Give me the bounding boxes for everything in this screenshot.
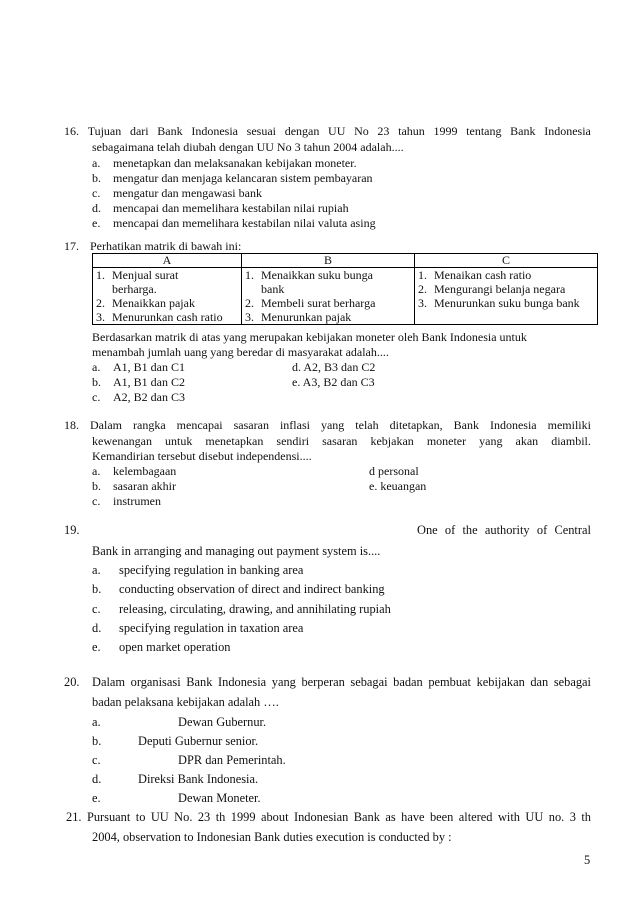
option-letter: e. [92, 791, 101, 805]
q17-stem [64, 239, 241, 253]
q16-option-b [92, 171, 373, 185]
option-text: releasing, circulating, drawing, and annihilating rupiah [119, 602, 391, 616]
q16-w2: Bank [157, 124, 183, 138]
q19-option-a [92, 563, 303, 577]
q18-option-e: e. keuangan [369, 479, 427, 493]
q18-number: 18. [64, 418, 79, 432]
option-text: A1, B1 dan C2 [113, 375, 185, 389]
page-number: 5 [584, 853, 591, 867]
option-text: open market operation [119, 640, 231, 654]
matrix-item: 2. Membeli surat berharga [245, 296, 376, 310]
matrix-header-a: A [93, 254, 242, 268]
q18-option-b [92, 479, 176, 493]
matrix-item: 1. Menjual surat [96, 268, 179, 282]
matrix-item: 3. Menurunkan suku bunga bank [418, 296, 580, 310]
q18-option-d: d personal [369, 464, 419, 478]
option-text: A1, B1 dan C1 [113, 360, 185, 374]
option-text: Dewan Gubernur. [178, 715, 267, 729]
q18-stem-line2: kewenangan untuk menetapkan sendiri sasaran kebjakan moneter yang akan diambil. [92, 434, 591, 448]
q16-w1: dari [129, 124, 149, 138]
q19-stem-line2: Bank in arranging and managing out payment system is.... [92, 544, 381, 558]
q20-option-b [92, 734, 258, 748]
q18-option-c [92, 494, 161, 508]
matrix-header-row [93, 254, 598, 268]
q21-stem-line1: 21. Pursuant to UU No. 23 th 1999 about Indonesian Bank as have been altered with UU no. 3 th [66, 810, 591, 824]
option-letter: d. [92, 772, 102, 786]
q19-option-d [92, 621, 303, 635]
q19-option-e [92, 640, 230, 654]
option-text: specifying regulation in taxation area [119, 621, 304, 635]
matrix-item: bank [261, 282, 285, 296]
q20-option-a [92, 715, 266, 729]
policy-matrix-table [92, 253, 598, 325]
q20-stem-line2: badan pelaksana kebijakan adalah …. [92, 695, 279, 709]
option-letter: a. [92, 464, 101, 478]
option-text: specifying regulation in banking area [119, 563, 304, 577]
matrix-item: berharga. [112, 282, 157, 296]
q16-w7: No [354, 124, 369, 138]
matrix-item: 3. Menurunkan pajak [245, 310, 352, 324]
matrix-cell-b [242, 268, 415, 325]
option-text: Dewan Moneter. [178, 791, 261, 805]
q21-stem-line2: 2004, observation to Indonesian Bank duties execution is conducted by : [92, 830, 452, 844]
q16-w10: 1999 [433, 124, 458, 138]
option-text: menetapkan dan melaksanakan kebijakan moneter. [113, 156, 357, 170]
option-letter: b. [92, 734, 102, 748]
q20-stem-line1: Dalam organisasi Bank Indonesia yang berperan sebagai badan pembuat kebijakan dan sebagai [92, 675, 591, 689]
option-letter: e. [92, 216, 101, 230]
q18-stem-line3: Kemandirian tersebut disebut independensi.... [92, 449, 312, 463]
q16-w0: Tujuan [87, 124, 122, 138]
q20-option-c [92, 753, 286, 767]
q20-option-d [92, 772, 258, 786]
matrix-item: 2. Mengurangi belanja negara [418, 282, 566, 296]
q16-option-c [92, 186, 262, 200]
option-text: instrumen [113, 494, 161, 508]
q16-w13: Indonesia [544, 124, 591, 138]
q21-number: 21. [66, 810, 82, 824]
matrix-header-b: B [242, 254, 415, 268]
q17-number: 17. [64, 239, 79, 253]
option-letter: b. [92, 479, 101, 493]
q19-number: 19. [64, 523, 80, 537]
option-text: DPR dan Pemerintah. [178, 753, 286, 767]
matrix-body-row [93, 268, 598, 325]
q17-followup-line2: menambah jumlah uang yang beredar di masyarakat adalah.... [92, 345, 389, 359]
q16-w6: UU [328, 124, 346, 138]
option-letter: e. [92, 640, 101, 654]
option-letter: c. [92, 753, 101, 767]
matrix-item: 1. Menaikan cash ratio [418, 268, 532, 282]
q16-option-a [92, 156, 357, 170]
q18-stem-line1: 18. Dalam rangka mencapai sasaran inflasi yang telah ditetapkan, Bank Indonesia memiliki [64, 418, 591, 432]
q17-option-e: e. A3, B2 dan C3 [292, 375, 375, 389]
option-text: mengatur dan menjaga kelancaran sistem pembayaran [113, 171, 373, 185]
option-text: mengatur dan mengawasi bank [113, 186, 262, 200]
option-letter: c. [92, 602, 101, 616]
matrix-item: 1. Menaikkan suku bunga [245, 268, 373, 282]
option-text: conducting observation of direct and indirect banking [119, 582, 385, 596]
q17-option-c [92, 390, 185, 404]
option-text: kelembagaan [113, 464, 177, 478]
q16-w5: dengan [284, 124, 320, 138]
q19-stem-line1: One of the authority of Central [417, 523, 591, 537]
option-letter: a. [92, 715, 101, 729]
matrix-header-c: C [415, 254, 598, 268]
q16-option-d [92, 201, 349, 215]
option-letter: c. [92, 494, 101, 508]
q17-option-b [92, 375, 185, 389]
q16-w4: sesuai [246, 124, 276, 138]
option-letter: c. [92, 390, 101, 404]
option-letter: a. [92, 360, 101, 374]
q17-option-a [92, 360, 185, 374]
q16-w8: 23 [377, 124, 390, 138]
q16-w11: tentang [466, 124, 502, 138]
q19-option-c [92, 602, 391, 616]
option-text: Direksi Bank Indonesia. [138, 772, 259, 786]
q16-w12: Bank [510, 124, 536, 138]
option-text: sasaran akhir [113, 479, 176, 493]
q16-stem-line2: sebagaimana telah diubah dengan UU No 3 tahun 2004 adalah.... [92, 140, 404, 154]
option-text: mencapai dan memelihara kestabilan nilai valuta asing [113, 216, 376, 230]
q16-number: 16. [64, 124, 79, 138]
option-text: Deputi Gubernur senior. [138, 734, 259, 748]
option-letter: a. [92, 563, 101, 577]
matrix-item: 2. Menaikkan pajak [96, 296, 195, 310]
matrix-item: 3. Menurunkan cash ratio [96, 310, 223, 324]
q16-stem-line1 [64, 124, 591, 138]
q17-option-d: d. A2, B3 dan C2 [292, 360, 376, 374]
option-letter: d. [92, 621, 102, 635]
option-letter: c. [92, 186, 101, 200]
q18-option-a [92, 464, 176, 478]
q16-w3: Indonesia [191, 124, 238, 138]
option-text: mencapai dan memelihara kestabilan nilai rupiah [113, 201, 349, 215]
option-letter: b. [92, 582, 102, 596]
q17-followup-line1: Berdasarkan matrik di atas yang merupakan kebijakan moneter oleh Bank Indonesia untuk [92, 330, 527, 344]
q16-w9: tahun [398, 124, 425, 138]
q19-option-b [92, 582, 385, 596]
matrix-cell-a [93, 268, 242, 325]
matrix-cell-c [415, 268, 598, 325]
q20-number: 20. [64, 675, 80, 689]
q20-option-e [92, 791, 261, 805]
option-letter: a. [92, 156, 101, 170]
option-letter: d. [92, 201, 101, 215]
option-letter: b. [92, 171, 101, 185]
option-letter: b. [92, 375, 101, 389]
option-text: A2, B2 dan C3 [113, 390, 185, 404]
q16-option-e [92, 216, 376, 230]
q17-stem-text: Perhatikan matrik di bawah ini: [90, 239, 242, 253]
